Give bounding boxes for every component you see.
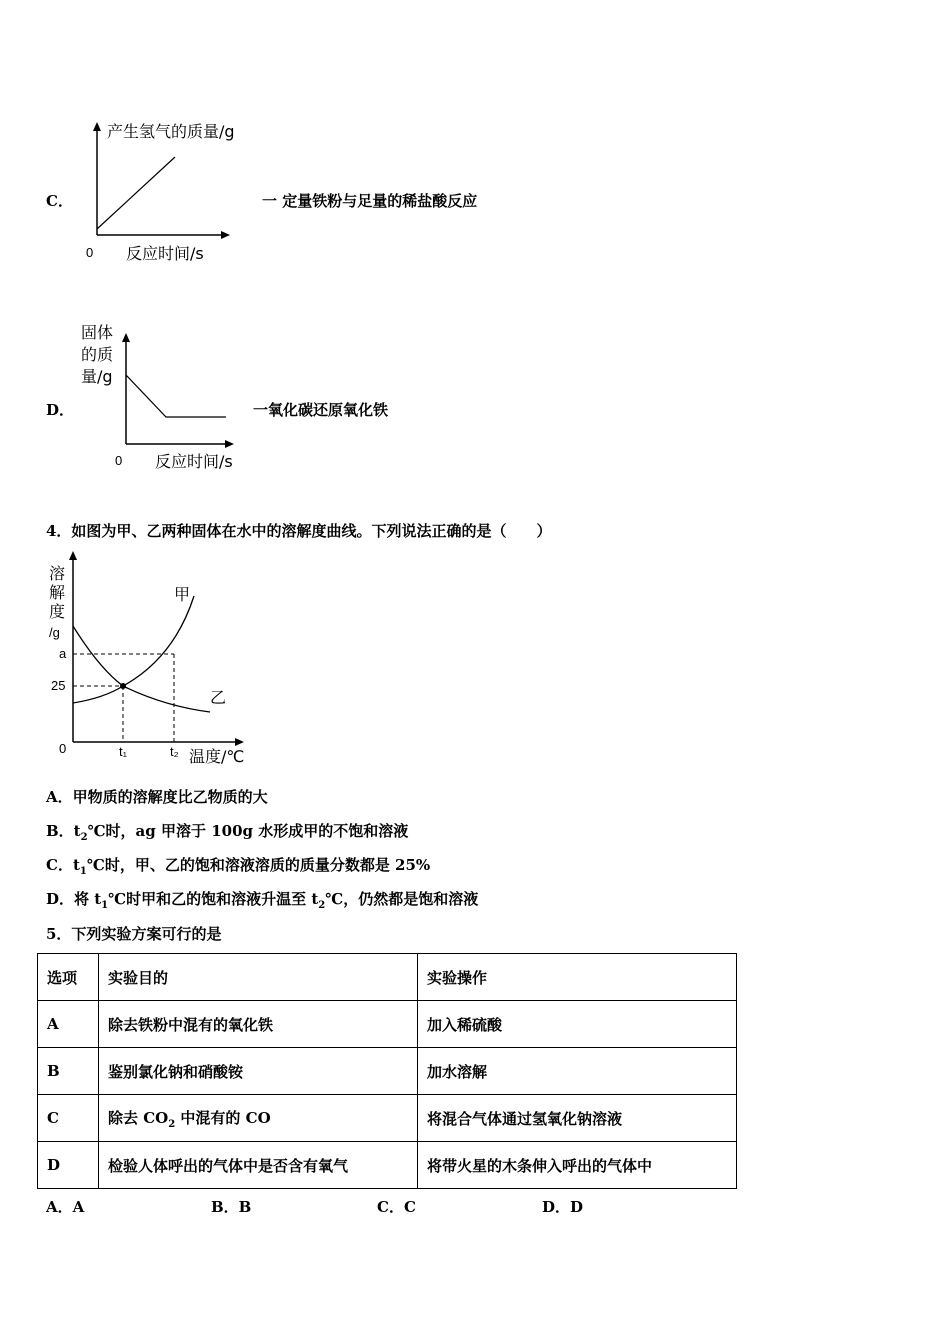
row-operation: 加入稀硫酸: [418, 1001, 737, 1048]
ylabel-char-1: 溶: [49, 564, 66, 583]
header-purpose: 实验目的: [99, 954, 418, 1001]
x-axis-arrow: [225, 440, 234, 448]
y-axis-arrow: [122, 333, 130, 342]
experiment-table: [37, 953, 737, 1189]
origin: 0: [59, 741, 67, 756]
row-option: C: [38, 1095, 99, 1142]
ylabel-char-2: 解: [49, 583, 66, 602]
q4-option-b: B．$t_2℃$时，ag 甲溶于 100g 水形成甲的不饱和溶液: [46, 822, 409, 843]
label-yi: 乙: [210, 688, 227, 707]
option-d-graph: [74, 318, 254, 478]
ylabel-char-3: 度: [49, 602, 66, 621]
y-axis-arrow: [69, 551, 77, 560]
hydrogen-line: [97, 157, 175, 229]
row-purpose: 除去 $CO_2$ 中混有的 CO: [99, 1095, 418, 1142]
answer-b: B．B: [211, 1198, 252, 1216]
q4-option-a: A．甲物质的溶解度比乙物质的大: [46, 788, 268, 806]
option-d-description: 一氧化碳还原氧化铁: [253, 401, 389, 419]
label-jia: 甲: [174, 585, 191, 604]
header-option: 选项: [38, 954, 99, 1001]
row-option: D: [38, 1142, 99, 1189]
table-header-row: [38, 954, 737, 1001]
option-c-origin: 0: [86, 245, 94, 260]
option-c-ylabel: 产生氢气的质量/g: [107, 122, 235, 141]
header-operation: 实验操作: [418, 954, 737, 1001]
table-row: [38, 1095, 737, 1142]
q5-stem: 5．下列实验方案可行的是: [46, 925, 222, 943]
tick-a: a: [59, 646, 67, 661]
answer-d: D．D: [542, 1198, 584, 1216]
option-d-ylabel-1: 固体: [81, 323, 114, 342]
option-c-label: C．: [46, 192, 73, 210]
option-c-xlabel: 反应时间/s: [126, 244, 204, 263]
row-purpose: 检验人体呼出的气体中是否含有氧气: [99, 1142, 418, 1189]
row-option: A: [38, 1001, 99, 1048]
x-axis-arrow: [235, 738, 244, 746]
tick-25: 25: [51, 678, 66, 693]
tick-t2: t₂: [170, 744, 179, 759]
tick-t1: t₁: [119, 744, 127, 759]
row-purpose: 除去铁粉中混有的氧化铁: [99, 1001, 418, 1048]
solubility-graph: [44, 548, 264, 773]
option-d-origin: 0: [115, 453, 123, 468]
option-d-ylabel-2: 的质: [81, 345, 114, 364]
curve-jia: [73, 596, 194, 703]
option-c-description: 一 定量铁粉与足量的稀盐酸反应: [262, 192, 478, 210]
q4-option-c: C．$t_1℃$时，甲、乙的饱和溶液溶质的质量分数都是 25%: [46, 856, 431, 877]
table-row: [38, 1142, 737, 1189]
row-operation: 将混合气体通过氢氧化钠溶液: [418, 1095, 737, 1142]
q4-stem: 4．如图为甲、乙两种固体在水中的溶解度曲线。下列说法正确的是（ ）: [46, 522, 552, 540]
row-operation: 加水溶解: [418, 1048, 737, 1095]
table-row: [38, 1048, 737, 1095]
row-option: B: [38, 1048, 99, 1095]
table-row: [38, 1001, 737, 1048]
ylabel-char-4: /g: [49, 625, 60, 640]
option-d-xlabel: 反应时间/s: [155, 452, 233, 471]
option-d-ylabel-3: 量/g: [81, 367, 113, 386]
x-axis-arrow: [221, 231, 230, 239]
intersection-point: [120, 683, 126, 689]
option-d-label: D．: [46, 401, 75, 419]
q4-option-d: D．将 $t_1℃$时甲和乙的饱和溶液升温至 $t_2℃$，仍然都是饱和溶液: [46, 890, 479, 911]
row-operation: 将带火星的木条伸入呼出的气体中: [418, 1142, 737, 1189]
answer-c: C．C: [377, 1198, 416, 1216]
option-c-graph: [80, 115, 260, 265]
xlabel: 温度/℃: [189, 747, 245, 766]
answer-a: A．A: [46, 1198, 85, 1216]
row-purpose: 鉴别氯化钠和硝酸铵: [99, 1048, 418, 1095]
y-axis-arrow: [93, 122, 101, 131]
solid-mass-line: [126, 375, 226, 417]
